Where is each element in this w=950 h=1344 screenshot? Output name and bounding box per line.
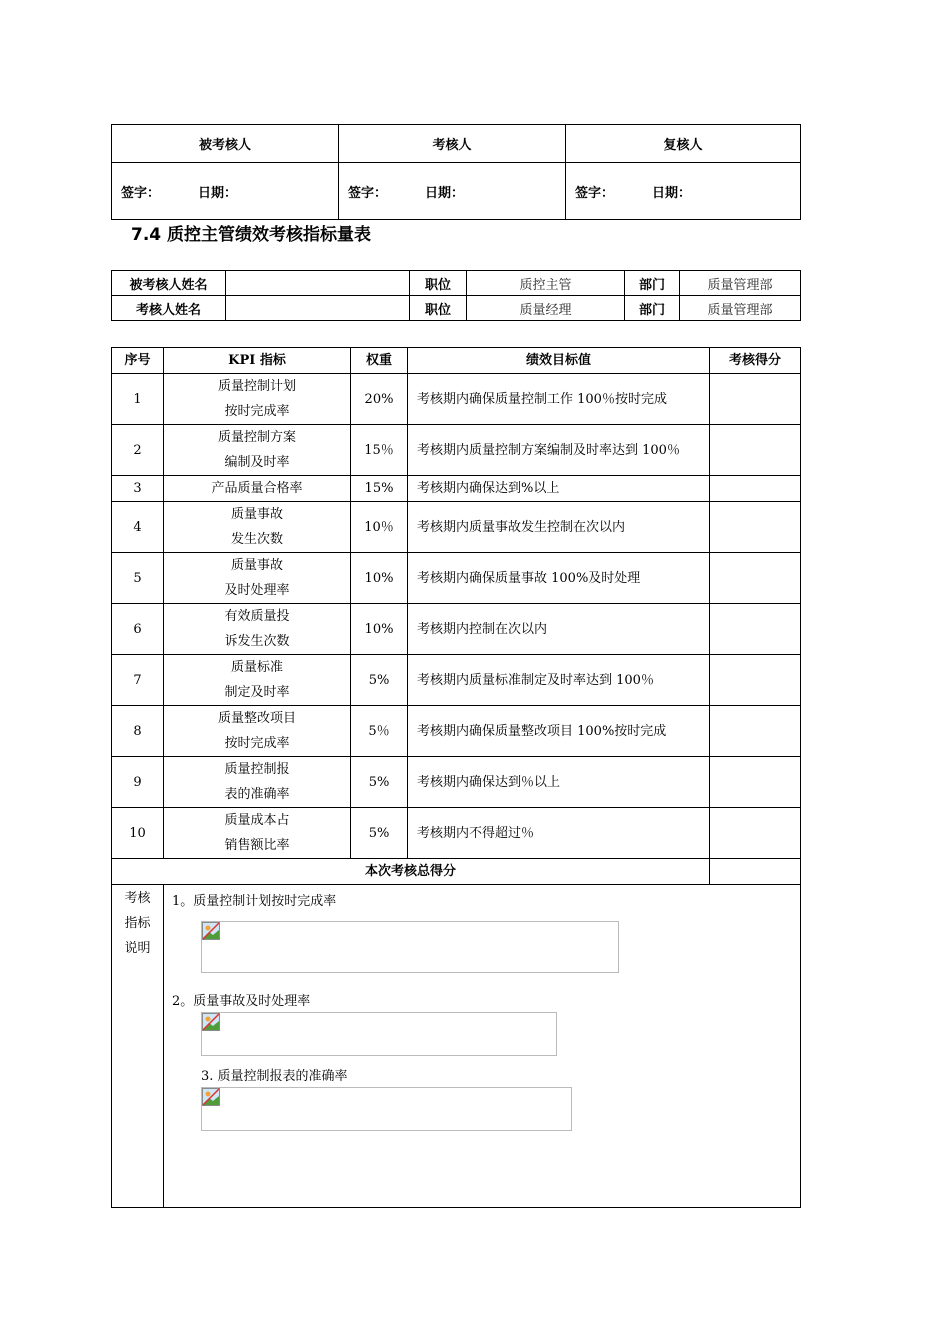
kpi-goal: 考核期内不得超过％ [408, 808, 710, 859]
broken-image-icon [202, 1088, 220, 1106]
kpi-name [164, 706, 351, 757]
col-score-header: 考核得分 [710, 348, 801, 374]
kpi-weight: 15％ [351, 425, 408, 476]
position-label: 职位 [410, 296, 467, 321]
kpi-row [112, 706, 801, 757]
total-score-label: 本次考核总得分 [112, 859, 710, 885]
reviewer-position: 质量经理 [467, 296, 625, 321]
desc-label-cell [112, 885, 164, 1208]
col-weight-header: 权重 [351, 348, 408, 374]
department-label: 部门 [625, 296, 680, 321]
kpi-no: 4 [112, 502, 164, 553]
kpi-goal: 考核期内控制在次以内 [408, 604, 710, 655]
kpi-no: 3 [112, 476, 164, 502]
reviewer-department: 质量管理部 [680, 296, 801, 321]
kpi-weight: 10％ [351, 502, 408, 553]
kpi-name [164, 425, 351, 476]
department-label: 部门 [625, 271, 680, 296]
kpi-name-line: 质量整改项目 [217, 711, 296, 726]
kpi-score-cell[interactable] [710, 808, 801, 859]
kpi-row [112, 502, 801, 553]
kpi-goal: 考核期内质量事故发生控制在次以内 [408, 502, 710, 553]
kpi-score-cell[interactable] [710, 425, 801, 476]
kpi-score-cell[interactable] [710, 553, 801, 604]
section-title: 7.4 质控主管绩效考核指标量表 [131, 225, 372, 245]
note-3: 3. 质量控制报表的准确率 [201, 1069, 348, 1084]
date-label: 日期： [198, 185, 238, 201]
formula-image-3 [201, 1087, 572, 1131]
col-goal-header: 绩效目标值 [408, 348, 710, 374]
desc-content-cell [164, 885, 801, 1208]
kpi-row [112, 604, 801, 655]
kpi-name-line: 制定及时率 [224, 685, 290, 700]
kpi-weight: 5% [351, 757, 408, 808]
desc-label-line: 考核 [124, 891, 151, 906]
kpi-score-cell[interactable] [710, 655, 801, 706]
kpi-row [112, 655, 801, 706]
kpi-name-line: 质量事故 [230, 507, 283, 522]
kpi-name-line: 表的准确率 [224, 787, 290, 802]
kpi-name [164, 476, 351, 502]
kpi-no: 8 [112, 706, 164, 757]
kpi-name [164, 757, 351, 808]
reviewee-position: 质控主管 [467, 271, 625, 296]
kpi-name-line: 质量控制报 [224, 762, 290, 777]
date-label: 日期： [652, 185, 692, 201]
kpi-name-line: 按时完成率 [224, 404, 290, 419]
kpi-name-line: 有效质量投 [224, 609, 290, 624]
note-2: 2。质量事故及时处理率 [172, 994, 311, 1009]
kpi-name [164, 655, 351, 706]
sign-label: 签字： [121, 185, 161, 201]
kpi-name-line: 质量成本占 [224, 813, 290, 828]
kpi-name-line: 产品质量合格率 [211, 481, 303, 496]
kpi-weight: 5% [351, 808, 408, 859]
formula-image-2 [201, 1012, 557, 1056]
kpi-goal: 考核期内质量标准制定及时率达到 100％ [408, 655, 710, 706]
kpi-table [111, 347, 801, 1208]
kpi-score-cell[interactable] [710, 757, 801, 808]
reviewee-sign-cell[interactable] [112, 163, 339, 220]
info-table [111, 270, 801, 321]
kpi-name-line: 编制及时率 [224, 455, 290, 470]
kpi-row [112, 425, 801, 476]
kpi-goal: 考核期内质量控制方案编制及时率达到 100％ [408, 425, 710, 476]
kpi-no: 2 [112, 425, 164, 476]
sign-label: 签字： [575, 185, 615, 201]
col-no-header: 序号 [112, 348, 164, 374]
kpi-name-line: 及时处理率 [224, 583, 290, 598]
kpi-name [164, 604, 351, 655]
kpi-row [112, 374, 801, 425]
kpi-score-cell[interactable] [710, 476, 801, 502]
kpi-name [164, 374, 351, 425]
broken-image-icon [202, 922, 220, 940]
kpi-weight: 5％ [351, 706, 408, 757]
kpi-row [112, 808, 801, 859]
reviewee-name-field[interactable] [226, 271, 410, 296]
reviewer-name-field[interactable] [226, 296, 410, 321]
kpi-name [164, 808, 351, 859]
kpi-weight: 5% [351, 655, 408, 706]
kpi-weight: 15% [351, 476, 408, 502]
kpi-row [112, 553, 801, 604]
reviewer-header: 考核人 [339, 125, 566, 163]
note-1: 1。质量控制计划按时完成率 [172, 894, 337, 909]
rechecker-sign-cell[interactable] [566, 163, 801, 220]
kpi-score-cell[interactable] [710, 604, 801, 655]
kpi-name-line: 销售额比率 [224, 838, 290, 853]
reviewee-header: 被考核人 [112, 125, 339, 163]
position-label: 职位 [410, 271, 467, 296]
kpi-no: 9 [112, 757, 164, 808]
kpi-name-line: 质量事故 [230, 558, 283, 573]
formula-image-1 [201, 921, 619, 973]
reviewee-name-label: 被考核人姓名 [112, 271, 226, 296]
date-label: 日期： [425, 185, 465, 201]
kpi-weight: 20% [351, 374, 408, 425]
kpi-name-line: 质量控制计划 [217, 379, 296, 394]
kpi-goal: 考核期内确保达到%以上 [408, 476, 710, 502]
kpi-no: 7 [112, 655, 164, 706]
kpi-name-line: 按时完成率 [224, 736, 290, 751]
signature-table [111, 124, 801, 220]
kpi-row [112, 757, 801, 808]
kpi-no: 6 [112, 604, 164, 655]
desc-label-line: 指标 [124, 916, 151, 931]
reviewer-name-label: 考核人姓名 [112, 296, 226, 321]
kpi-name-line: 发生次数 [230, 532, 283, 547]
kpi-score-cell[interactable] [710, 706, 801, 757]
kpi-goal: 考核期内确保质量整改项目 100%按时完成 [408, 706, 710, 757]
broken-image-icon [202, 1013, 220, 1031]
rechecker-header: 复核人 [566, 125, 801, 163]
kpi-no: 10 [112, 808, 164, 859]
kpi-score-cell[interactable] [710, 502, 801, 553]
kpi-score-cell[interactable] [710, 374, 801, 425]
kpi-no: 5 [112, 553, 164, 604]
kpi-name-line: 质量控制方案 [217, 430, 296, 445]
reviewee-department: 质量管理部 [680, 271, 801, 296]
kpi-name-line: 质量标准 [230, 660, 283, 675]
kpi-name [164, 502, 351, 553]
kpi-goal: 考核期内确保质量事故 100%及时处理 [408, 553, 710, 604]
total-score-cell[interactable] [710, 859, 801, 885]
kpi-goal: 考核期内确保达到％以上 [408, 757, 710, 808]
kpi-name [164, 553, 351, 604]
col-kpi-header: KPI 指标 [164, 348, 351, 374]
kpi-no: 1 [112, 374, 164, 425]
sign-label: 签字： [348, 185, 388, 201]
desc-label-line: 说明 [124, 941, 151, 956]
reviewer-sign-cell[interactable] [339, 163, 566, 220]
kpi-name-line: 诉发生次数 [224, 634, 290, 649]
kpi-goal: 考核期内确保质量控制工作 100％按时完成 [408, 374, 710, 425]
kpi-row [112, 476, 801, 502]
kpi-weight: 10% [351, 553, 408, 604]
kpi-weight: 10% [351, 604, 408, 655]
